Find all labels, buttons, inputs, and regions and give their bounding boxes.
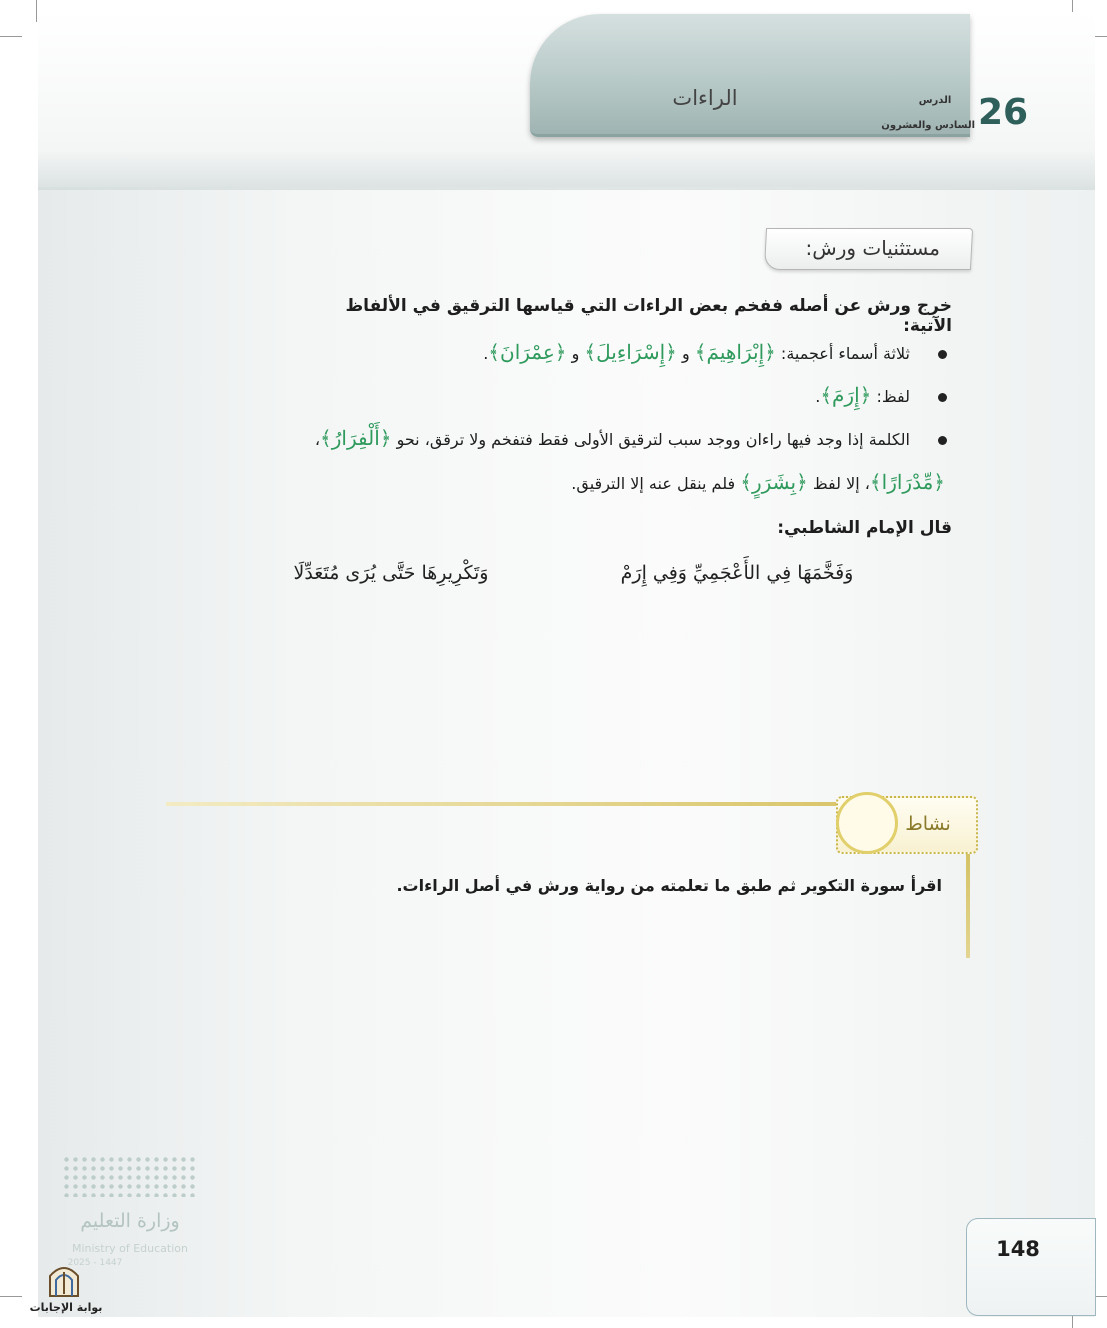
bullet-text: الكلمة إذا وجد فيها راءان ووجد سبب لترقيق الأولى فقط فتفخم ولا ترقق، نحو: [391, 430, 910, 449]
page-number-box: [966, 1218, 1096, 1316]
poet-heading: قال الإمام الشاطبي:: [777, 518, 952, 538]
site-name: بوابة الإجابات: [29, 1301, 103, 1314]
separator: و: [676, 344, 695, 363]
lesson-label: الدرس: [918, 95, 952, 106]
activity-task: اقرأ سورة التكوير ثم طبق ما تعلمته من رواية ورش في أصل الراءات.: [396, 876, 942, 895]
bullet-item: [200, 383, 910, 407]
flower-icon: [836, 792, 898, 854]
bullet-text: لفظ:: [871, 387, 910, 406]
bullet-icon: [938, 393, 947, 402]
ministry-name-ar: وزارة التعليم: [80, 1210, 180, 1232]
separator: و: [566, 344, 585, 363]
crop-mark: [0, 36, 22, 37]
verse-second-hemistich: وَتَكْرِيرِهَا حَتَّى يُرَى مُتَعَدِّلَا: [293, 562, 489, 584]
lesson-number: 26: [978, 92, 1029, 133]
header-shadow: [38, 150, 1095, 190]
ministry-logo-icon: [62, 1155, 196, 1197]
bullet-item: [200, 426, 910, 450]
bullet-icon: [938, 436, 947, 445]
quran-word: ﴿إِرَمَ﴾: [820, 383, 872, 407]
quran-word: ﴿إِبْرَاهِيمَ﴾: [694, 340, 776, 364]
edition-year: 2025 - 1447: [67, 1258, 123, 1268]
quran-word: ﴿عِمْرَانَ﴾: [488, 340, 567, 364]
punctuation: .: [815, 387, 821, 406]
page-background: [38, 12, 1095, 1317]
intro-text: خرج ورش عن أصله ففخم بعض الراءات التي قياسها الترقيق في الألفاظ الآتية:: [345, 296, 952, 336]
punctuation: .: [483, 344, 489, 363]
quran-word: ﴿أَلْفِرَارُ﴾: [320, 426, 392, 450]
punctuation: ،: [314, 430, 321, 449]
crop-mark: [36, 0, 37, 22]
activity-label: نشاط: [905, 813, 951, 835]
bullet-text: ثلاثة أسماء أعجمية:: [775, 344, 910, 363]
quran-word: ﴿مِّدْرَارًا﴾: [869, 470, 945, 494]
bullet-continuation: [230, 470, 945, 494]
section-title: مستثنيات ورش:: [805, 236, 940, 260]
page-number: 148: [996, 1237, 1040, 1261]
activity-side-bar: [966, 848, 970, 958]
title-tab: [530, 14, 970, 137]
ministry-name-en: Ministry of Education: [71, 1242, 188, 1255]
continuation-text: فلم ينقل عنه إلا الترقيق.: [571, 474, 741, 493]
lesson-ordinal: السادس والعشرون: [881, 120, 975, 131]
bullet-item: [200, 340, 910, 364]
quran-word: ﴿بِشَرَرٍ﴾: [740, 470, 808, 494]
quran-word: ﴿إِسْرَاءِيلَ﴾: [584, 340, 677, 364]
verse-first-hemistich: وَفَخَّمَهَا فِي الأَعْجَمِيِّ وَفِي إِرَمْ: [620, 562, 854, 584]
bullet-icon: [938, 350, 947, 359]
continuation-text: ، إلا لفظ: [807, 474, 870, 493]
lesson-title: الراءات: [672, 86, 738, 110]
activity-divider: [166, 802, 846, 806]
crop-mark: [0, 1296, 22, 1297]
site-logo-icon: [44, 1258, 84, 1298]
